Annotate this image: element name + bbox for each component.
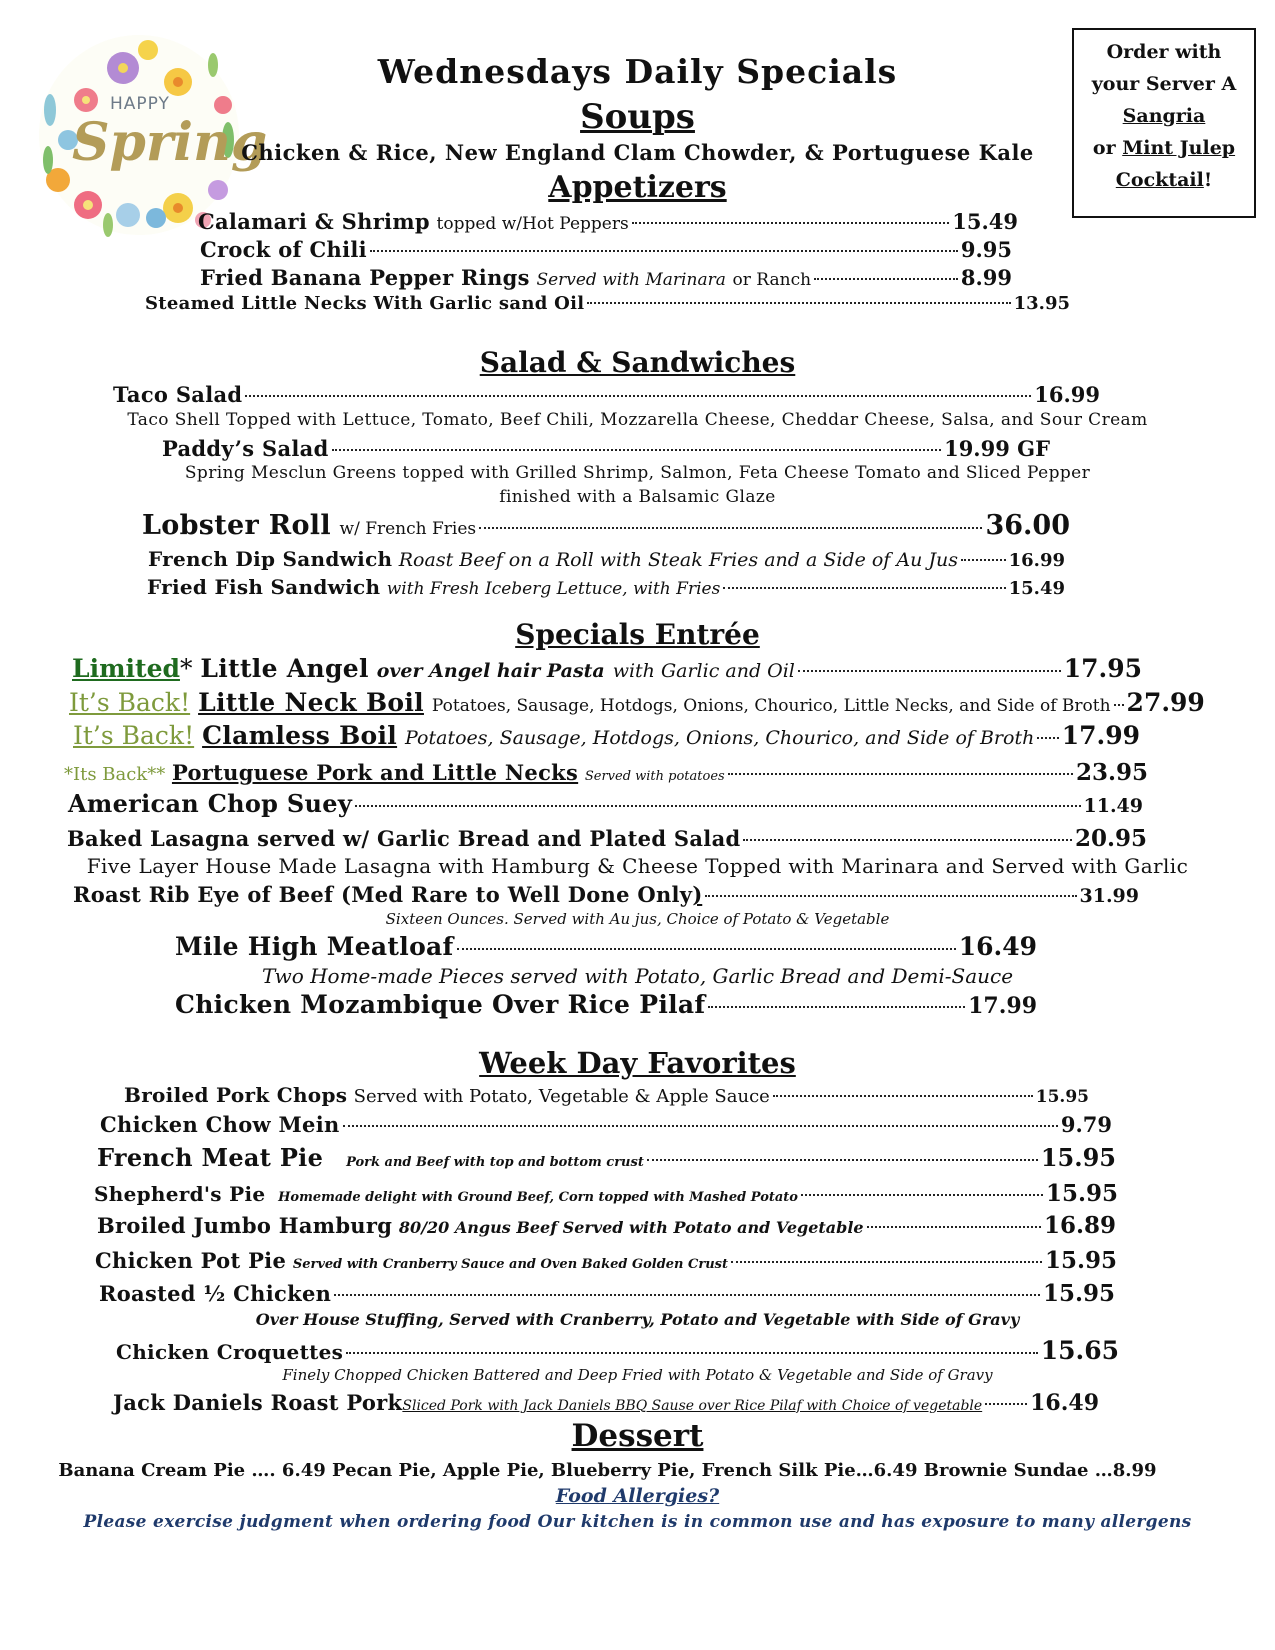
baked-lasagna (67, 825, 1147, 852)
american-chop-suey (68, 789, 1143, 818)
item-desc: Roast Beef on a Roll with Steak Fries and a Side of Au Jus (398, 549, 958, 571)
limited-tag: Limited (72, 654, 180, 683)
logo-happy-text: HAPPY (110, 94, 170, 114)
item-name: French Dip Sandwich (148, 547, 393, 571)
shepherds-pie (94, 1180, 1118, 1207)
item-price: 19.99 GF (944, 436, 1050, 461)
item-price: 16.99 (1034, 382, 1100, 407)
item-desc: Served with Cranberry Sauce and Oven Baked Golden Crust (292, 1257, 729, 1272)
dot-leader (728, 773, 1073, 775)
item-desc: topped w/Hot Peppers (436, 214, 629, 234)
item-price: 16.49 (958, 932, 1037, 961)
salad-heading: Salad & Sandwiches (479, 346, 796, 379)
its-back-tag: *Its Back** (64, 764, 166, 785)
item-name: Lobster Roll (142, 510, 331, 541)
food-allergies-heading: Food Allergies? (555, 1485, 720, 1507)
item-desc: with Garlic and Oil (612, 660, 795, 682)
item-desc: Homemade delight with Ground Beef, Corn topped with Mashed Potato (278, 1190, 798, 1205)
french-meat-pie (97, 1143, 1116, 1172)
its-back-tag: It’s Back! (73, 721, 195, 750)
portuguese-pork (64, 759, 1148, 786)
lobster-roll (142, 510, 1070, 541)
dot-leader (346, 1352, 1037, 1354)
item-price: 15.49 (952, 209, 1018, 234)
item-desc: Potatoes, Sausage, Hotdogs, Onions, Chourico, and Side of Broth (405, 727, 1035, 749)
dot-leader (355, 805, 1080, 807)
item-price: 8.99 (960, 265, 1012, 290)
item-desc: Pork and Beef with top and bottom crust (346, 1155, 644, 1170)
item-name: Paddy’s Salad (162, 436, 329, 461)
item-price: 16.89 (1043, 1212, 1116, 1239)
dot-leader (245, 395, 1031, 397)
half-chicken-desc: Over House Stuffing, Served with Cranberry, Potato and Vegetable with Side of Gravy (255, 1310, 1020, 1329)
dot-leader (961, 559, 1006, 561)
cocktail-label: Cocktail (1115, 169, 1204, 191)
item-price: 17.95 (1063, 654, 1142, 683)
close-paren: ) (692, 882, 703, 907)
item-name: Roasted ½ Chicken (99, 1281, 332, 1306)
paddys-salad (162, 436, 1050, 461)
dot-leader (479, 527, 982, 529)
item-desc: Served with potatoes (584, 769, 725, 784)
item-name: Chicken Croquettes (116, 1340, 344, 1364)
appetizer-calamari (198, 209, 1018, 234)
item-price: 11.49 (1083, 795, 1143, 817)
item-desc: with Fresh Iceberg Lettuce, with Fries (386, 579, 721, 599)
jack-daniels-pork (113, 1390, 1099, 1416)
fried-fish-sandwich (147, 575, 1065, 599)
item-price: 15.65 (1040, 1336, 1119, 1365)
item-price: 15.95 (1040, 1143, 1116, 1172)
item-name: Steamed Little Necks With Garlic sand Oil (145, 293, 585, 314)
dot-leader (985, 1403, 1027, 1405)
item-name: Mile High Meatloaf (175, 932, 454, 961)
roast-rib-eye (73, 882, 1139, 907)
dot-leader (801, 1194, 1043, 1196)
item-name: American Chop Suey (68, 789, 353, 818)
dot-leader (723, 587, 1005, 589)
promo-line-2: your Server A (1091, 73, 1237, 95)
little-neck-boil (69, 688, 1205, 717)
item-name: Clamless Boil (202, 721, 398, 750)
item-price: 20.95 (1074, 825, 1147, 852)
taco-salad (113, 382, 1100, 407)
item-name: Roast Rib Eye of Beef (Med Rare to Well Done Only (73, 882, 693, 907)
item-price: 9.79 (1060, 1112, 1112, 1137)
mint-julep-label: Mint Julep (1122, 137, 1236, 159)
item-price: 27.99 (1126, 688, 1205, 717)
chicken-mozambique (175, 990, 1037, 1019)
chicken-chow-mein (100, 1112, 1112, 1137)
item-name: Baked Lasagna served w/ Garlic Bread and Plated Salad (67, 826, 741, 851)
dot-leader (814, 278, 958, 280)
dot-leader (632, 222, 950, 224)
item-desc-2: or Ranch (732, 270, 812, 290)
item-desc: 80/20 Angus Beef Served with Potato and Vegetable (398, 1218, 864, 1237)
dessert-heading: Dessert (571, 1418, 704, 1454)
broiled-pork-chops (124, 1083, 1089, 1107)
item-price: 31.99 (1079, 885, 1139, 907)
dot-leader (457, 948, 956, 950)
item-name: Chicken Pot Pie (95, 1248, 287, 1273)
taco-salad-desc: Taco Shell Topped with Lettuce, Tomato, Beef Chili, Mozzarella Cheese, Cheddar Cheese, Salsa, and Sour Cream (127, 410, 1148, 430)
item-price: 23.95 (1075, 759, 1148, 786)
favorites-heading: Week Day Favorites (479, 1046, 796, 1080)
item-name: Shepherd's Pie (94, 1182, 266, 1206)
item-name: Broiled Jumbo Hamburg (97, 1213, 393, 1238)
item-name: Chicken Mozambique Over Rice Pilaf (175, 990, 706, 1019)
item-name: Little Neck Boil (198, 688, 424, 717)
dot-leader (867, 1226, 1041, 1228)
item-price: 9.95 (960, 237, 1012, 262)
dot-leader (332, 449, 942, 451)
its-back-tag: It’s Back! (69, 688, 191, 717)
item-name: Jack Daniels Roast Pork (113, 1390, 403, 1415)
appetizer-pepper-rings (200, 265, 1012, 290)
lasagna-desc: Five Layer House Made Lasagna with Hamburg & Cheese Topped with Marinara and Served with Garlic (86, 854, 1189, 878)
dessert-line: Banana Cream Pie …. 6.49 Pecan Pie, Apple Pie, Blueberry Pie, French Silk Pie…6.49 Brownie Sundae …8.99 (58, 1460, 1157, 1481)
rib-eye-desc: Sixteen Ounces. Served with Au jus, Choice of Potato & Vegetable (385, 910, 890, 928)
item-desc: Sliced Pork with Jack Daniels BBQ Sause over Rice Pilaf with Choice of vegetable (402, 1398, 983, 1414)
dot-leader (334, 1294, 1040, 1296)
sangria-label: Sangria (1122, 105, 1206, 127)
item-price: 15.95 (1044, 1247, 1117, 1274)
item-price: 17.99 (1061, 721, 1140, 750)
promo-line-1: Order with (1106, 41, 1222, 63)
dot-leader (773, 1095, 1033, 1097)
item-name: Calamari & Shrimp (198, 209, 430, 234)
item-price: 17.99 (968, 993, 1037, 1019)
item-desc-bold: over Angel hair Pasta (376, 660, 605, 682)
broiled-jumbo-hamburg (97, 1212, 1116, 1239)
star-mark: * (179, 654, 193, 683)
appetizer-chili (200, 237, 1012, 262)
soups-heading: Soups (580, 97, 695, 137)
item-name: Crock of Chili (200, 237, 367, 262)
item-price: 16.49 (1030, 1390, 1099, 1416)
item-desc: Served with Marinara (536, 270, 726, 290)
item-price: 15.49 (1008, 578, 1065, 599)
promo-or: or (1092, 137, 1116, 159)
item-name: French Meat Pie (97, 1143, 324, 1172)
clamless-boil (73, 721, 1140, 750)
dot-leader (343, 1125, 1058, 1127)
chicken-croquettes (116, 1336, 1119, 1365)
dot-leader (743, 839, 1071, 841)
logo-spring-text: Spring (72, 112, 268, 173)
dot-leader (647, 1159, 1038, 1161)
croquettes-desc: Finely Chopped Chicken Battered and Deep Fried with Potato & Vegetable and Side of Gravy (282, 1366, 993, 1384)
dot-leader (731, 1261, 1042, 1263)
item-price: 15.95 (1042, 1280, 1115, 1307)
french-dip (148, 547, 1065, 571)
dot-leader (587, 302, 1010, 304)
item-name: Portuguese Pork and Little Necks (171, 760, 579, 785)
item-desc: w/ French Fries (339, 519, 477, 539)
paddys-salad-desc-2: finished with a Balsamic Glaze (499, 487, 776, 507)
item-name: Chicken Chow Mein (100, 1112, 340, 1137)
dot-leader (1114, 704, 1124, 706)
mile-high-meatloaf (175, 932, 1037, 961)
appetizers-heading: Appetizers (548, 170, 727, 205)
roasted-half-chicken (99, 1280, 1115, 1307)
item-price: 36.00 (985, 510, 1070, 541)
chicken-pot-pie (95, 1247, 1117, 1274)
item-name: Little Angel (200, 654, 369, 683)
dot-leader (708, 1006, 965, 1008)
item-price: 15.95 (1045, 1180, 1118, 1207)
item-name: Broiled Pork Chops (124, 1083, 348, 1107)
item-price: 16.99 (1008, 550, 1065, 571)
allergy-note: Please exercise judgment when ordering food Our kitchen is in common use and has exposure to many allergens (83, 1512, 1192, 1532)
item-price: 13.95 (1013, 293, 1070, 314)
soups-list: Chicken & Rice, New England Clam Chowder, & Portuguese Kale (241, 140, 1034, 165)
paddys-salad-desc-1: Spring Mesclun Greens topped with Grilled Shrimp, Salmon, Feta Cheese Tomato and Sliced Pepper (184, 463, 1091, 483)
page-title: Wednesdays Daily Specials (377, 52, 898, 91)
dot-leader (705, 895, 1076, 897)
promo-bang: ! (1203, 169, 1213, 191)
dot-leader (370, 250, 958, 252)
meatloaf-desc: Two Home-made Pieces served with Potato, Garlic Bread and Demi-Sauce (261, 964, 1014, 988)
entree-heading: Specials Entrée (515, 618, 760, 651)
item-name: Fried Fish Sandwich (147, 575, 381, 599)
dot-leader (798, 670, 1061, 672)
item-name: Taco Salad (113, 382, 243, 407)
item-name: Fried Banana Pepper Rings (200, 265, 530, 290)
item-price: 15.95 (1035, 1087, 1089, 1107)
item-desc: Served with Potato, Vegetable & Apple Sauce (353, 1086, 770, 1107)
little-angel (72, 654, 1142, 683)
appetizer-little-necks (145, 293, 1070, 314)
dot-leader (1037, 737, 1058, 739)
item-desc: Potatoes, Sausage, Hotdogs, Onions, Chourico, Little Necks, and Side of Broth (431, 696, 1111, 716)
